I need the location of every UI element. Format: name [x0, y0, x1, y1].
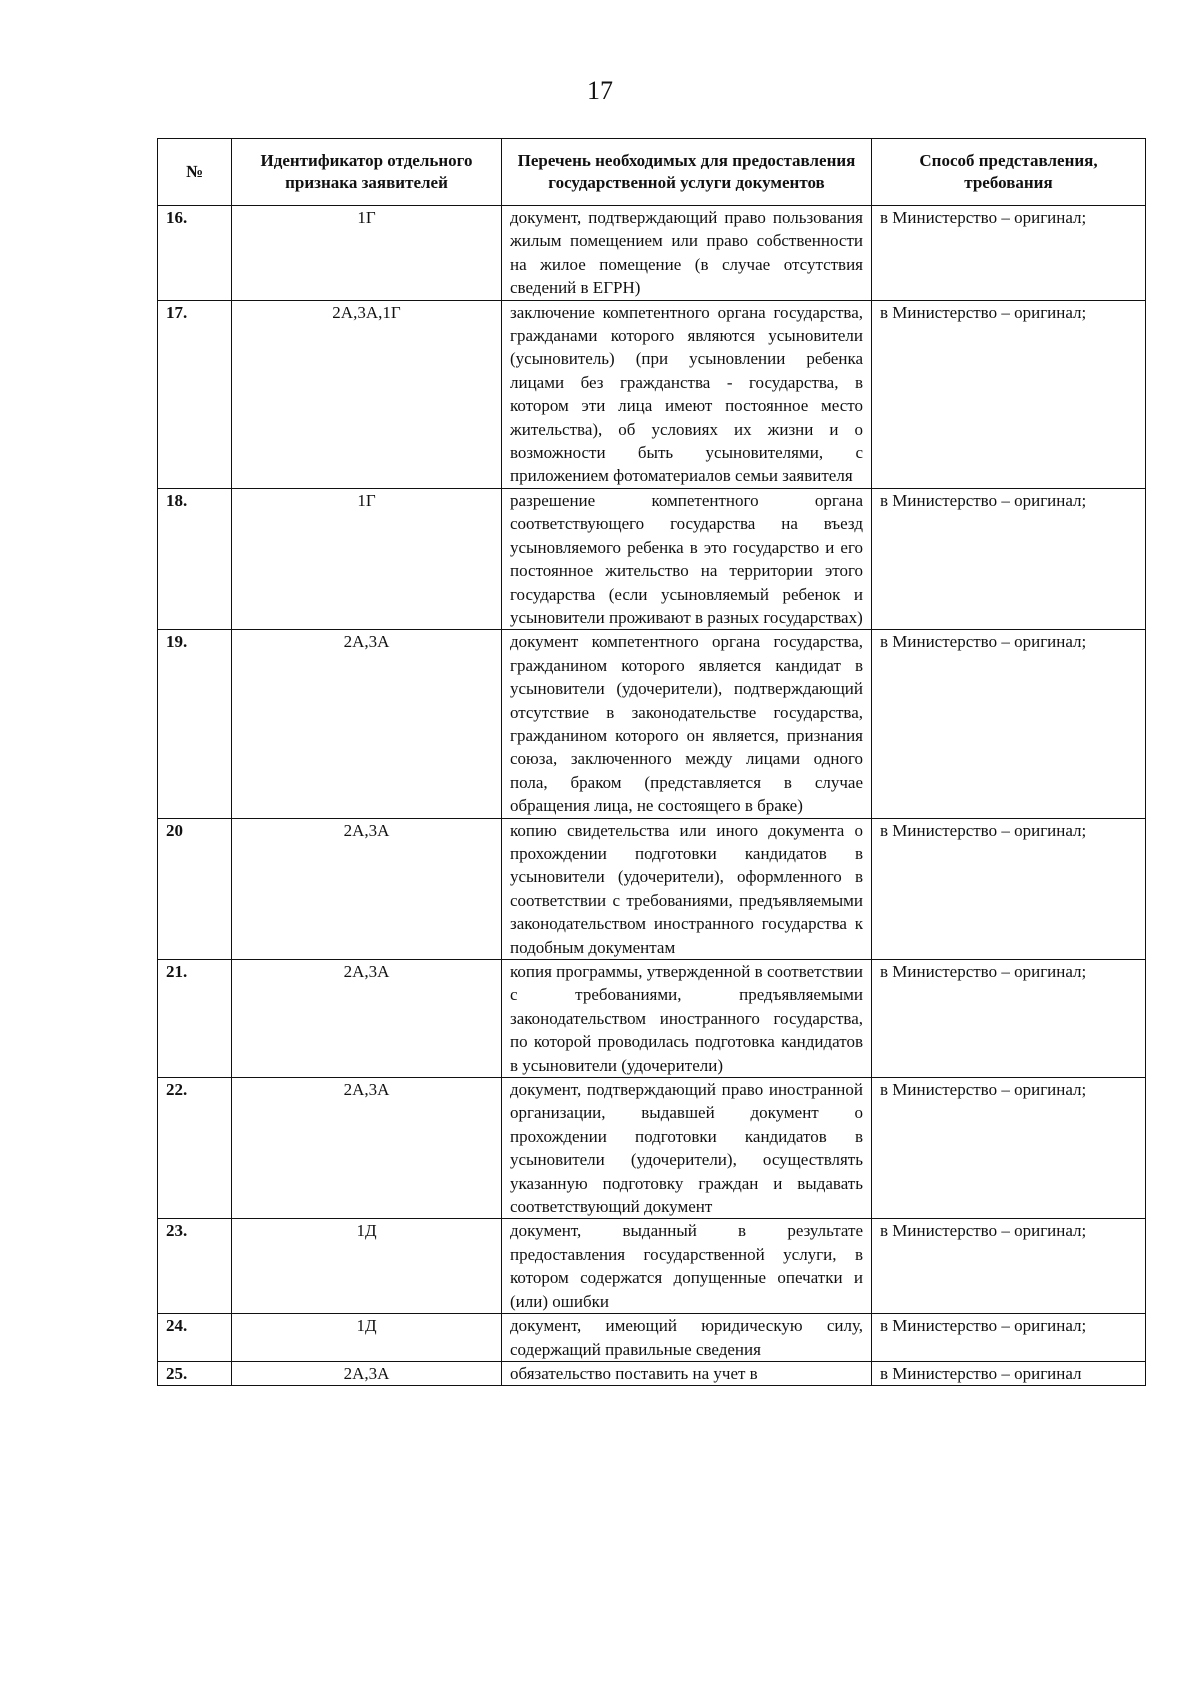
row-number: 25.	[158, 1361, 232, 1385]
table-row	[158, 300, 1146, 488]
row-number: 19.	[158, 630, 232, 818]
row-number: 16.	[158, 206, 232, 301]
row-identifier: 1Г	[232, 488, 502, 629]
row-number: 18.	[158, 488, 232, 629]
header-num: №	[158, 139, 232, 206]
row-documents: разрешение компетентного органа соответствующего государства на въезд усыновляемого ребенка в это государство и его постоянное жительство на территории этого государства (если усыновляемый ребенок и усыновители проживают в разных государствах)	[502, 488, 872, 629]
table-row	[158, 818, 1146, 959]
row-documents: документ, подтверждающий право иностранной организации, выдавшей документ о прохождении подготовки кандидатов в усыновители (удочерители), осуществлять указанную подготовку граждан и выдавать соответствующий документ	[502, 1078, 872, 1219]
row-number: 21.	[158, 960, 232, 1078]
table-row	[158, 1361, 1146, 1385]
row-number: 23.	[158, 1219, 232, 1314]
row-identifier: 1Д	[232, 1219, 502, 1314]
row-identifier: 2А,3А	[232, 960, 502, 1078]
row-method: в Министерство – оригинал;	[872, 818, 1146, 959]
row-method: в Министерство – оригинал;	[872, 1078, 1146, 1219]
header-method: Способ представления, требования	[872, 139, 1146, 206]
row-number: 24.	[158, 1314, 232, 1362]
row-identifier: 2А,3А	[232, 630, 502, 818]
page-number: 17	[587, 76, 613, 105]
row-number: 20	[158, 818, 232, 959]
row-documents: копию свидетельства или иного документа о прохождении подготовки кандидатов в усыновители (удочерители), оформленного в соответствии с требованиями, предъявляемыми законодательством иностранного государства к подобным документам	[502, 818, 872, 959]
row-identifier: 1Г	[232, 206, 502, 301]
table-row	[158, 1314, 1146, 1362]
table-row	[158, 1078, 1146, 1219]
row-documents: копия программы, утвержденной в соответствии с требованиями, предъявляемыми законодательством иностранного государства, по которой проводилась подготовка кандидатов в усыновители (удочерители)	[502, 960, 872, 1078]
row-method: в Министерство – оригинал	[872, 1361, 1146, 1385]
table-row	[158, 206, 1146, 301]
row-identifier: 2А,3А	[232, 818, 502, 959]
row-identifier: 2А,3А	[232, 1078, 502, 1219]
row-method: в Министерство – оригинал;	[872, 488, 1146, 629]
row-identifier: 2А,3А	[232, 1361, 502, 1385]
table-row	[158, 488, 1146, 629]
table-row	[158, 960, 1146, 1078]
row-method: в Министерство – оригинал;	[872, 206, 1146, 301]
row-number: 22.	[158, 1078, 232, 1219]
row-identifier: 2А,3А,1Г	[232, 300, 502, 488]
row-number: 17.	[158, 300, 232, 488]
row-method: в Министерство – оригинал;	[872, 300, 1146, 488]
row-method: в Министерство – оригинал;	[872, 1314, 1146, 1362]
row-documents: документ компетентного органа государства, гражданином которого является кандидат в усыновители (удочерители), подтверждающий отсутствие в законодательстве государства, гражданином которого он является, признания союза, заключенного между лицами одного пола, браком (представляется в случае обращения лица, не состоящего в браке)	[502, 630, 872, 818]
row-method: в Министерство – оригинал;	[872, 1219, 1146, 1314]
row-method: в Министерство – оригинал;	[872, 630, 1146, 818]
table-header-row	[158, 139, 1146, 206]
header-ident: Идентификатор отдельного признака заявителей	[232, 139, 502, 206]
row-documents: документ, выданный в результате предоставления государственной услуги, в котором содержатся допущенные опечатки и (или) ошибки	[502, 1219, 872, 1314]
row-documents: документ, имеющий юридическую силу, содержащий правильные сведения	[502, 1314, 872, 1362]
header-docs: Перечень необходимых для предоставления государственной услуги документов	[502, 139, 872, 206]
row-method: в Министерство – оригинал;	[872, 960, 1146, 1078]
row-documents: документ, подтверждающий право пользования жилым помещением или право собственности на жилое помещение (в случае отсутствия сведений в ЕГРН)	[502, 206, 872, 301]
row-documents: обязательство поставить на учет в	[502, 1361, 872, 1385]
row-identifier: 1Д	[232, 1314, 502, 1362]
row-documents: заключение компетентного органа государства, гражданами которого являются усыновители (усыновитель) (при усыновлении ребенка лицами без гражданства - государства, в котором эти лица имеют постоянное место жительства), об условиях их жизни и о возможности быть усыновителями, с приложением фотоматериалов семьи заявителя	[502, 300, 872, 488]
documents-table	[157, 138, 1146, 1386]
table-row	[158, 630, 1146, 818]
table-row	[158, 1219, 1146, 1314]
